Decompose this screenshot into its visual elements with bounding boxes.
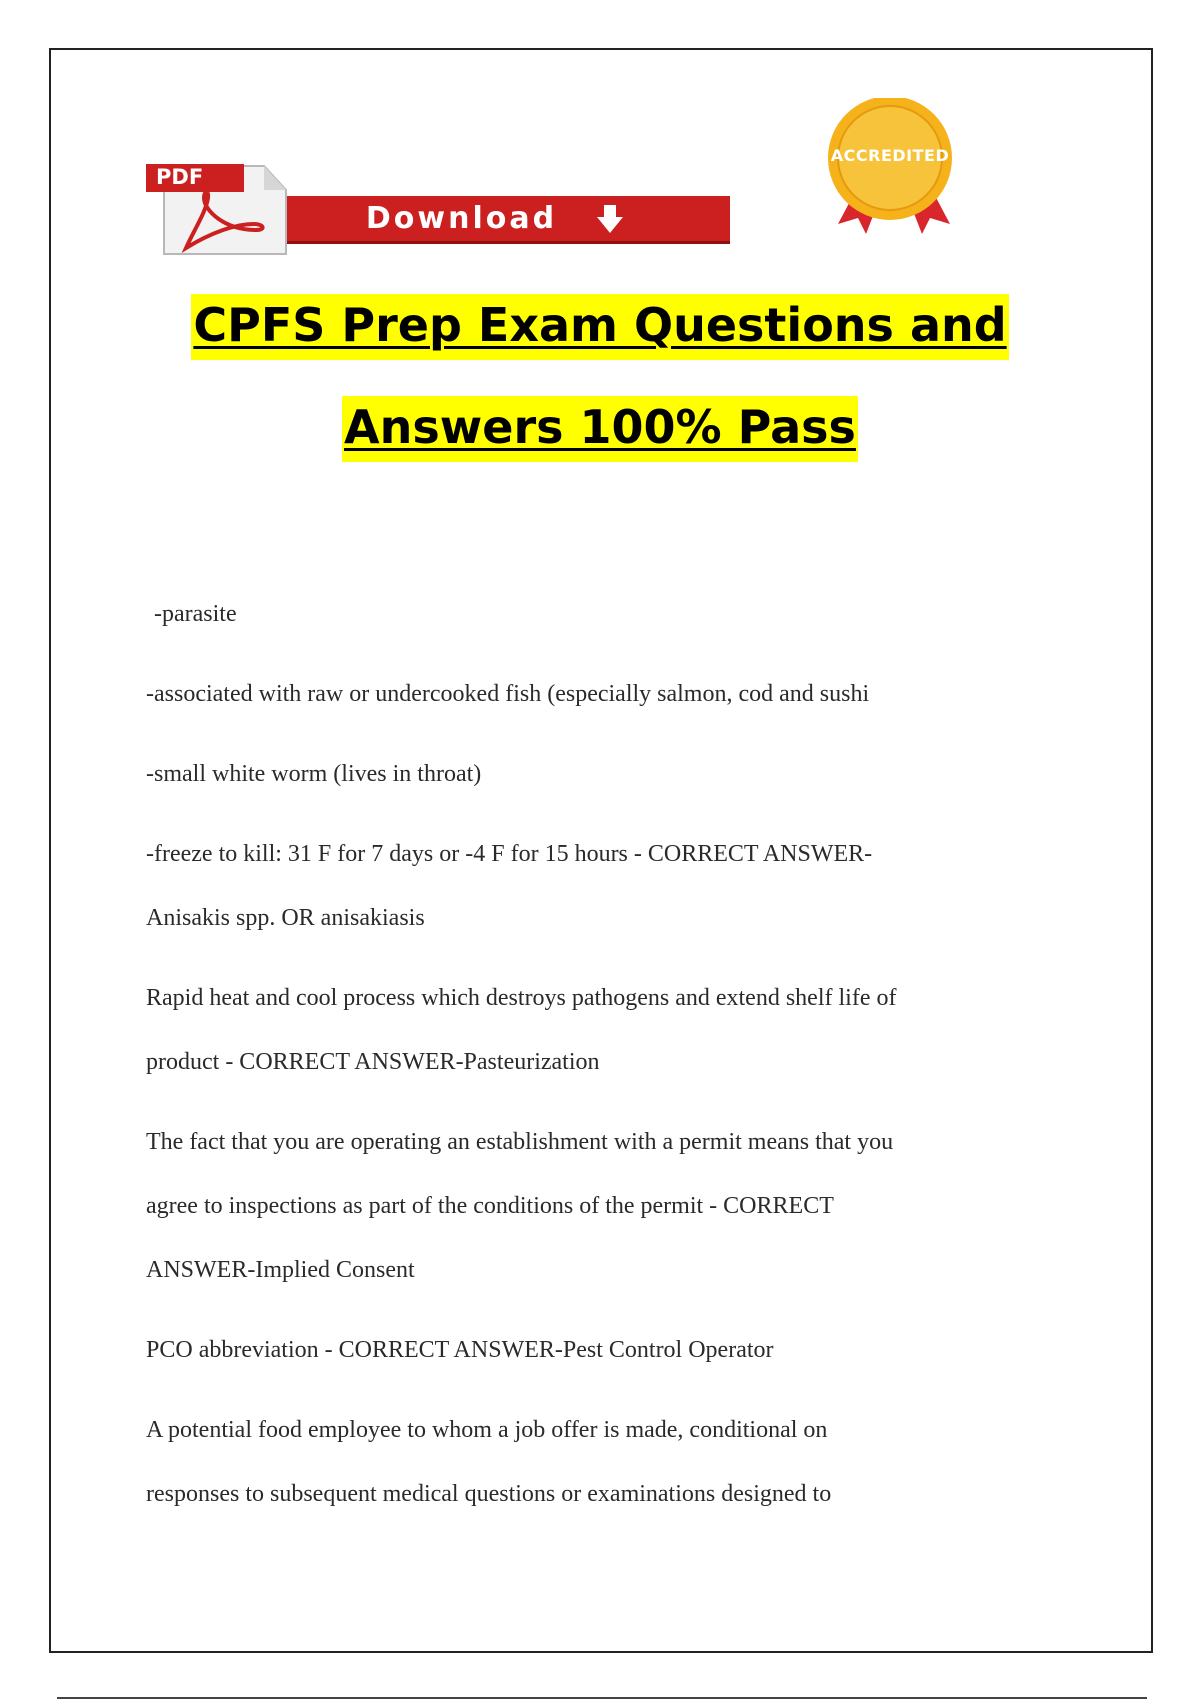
paragraph: PCO abbreviation - CORRECT ANSWER-Pest Control Operator [146, 1337, 774, 1363]
paragraph: -small white worm (lives in throat) [146, 761, 482, 787]
bottom-rule [57, 1697, 1147, 1699]
download-label: Download [365, 201, 558, 236]
accredited-seal [822, 98, 962, 238]
download-banner[interactable] [146, 160, 730, 256]
document-body [146, 582, 1046, 1542]
paragraph [146, 1110, 1046, 1302]
paragraph [146, 822, 1046, 950]
seal-icon [822, 98, 962, 238]
document-title [0, 294, 1200, 462]
paragraph: -parasite [154, 601, 237, 627]
paragraph-line: Anisakis spp. OR anisakiasis [146, 905, 425, 931]
paragraph [146, 1398, 1046, 1526]
paragraph-line: ANSWER-Implied Consent [146, 1257, 415, 1283]
download-button[interactable] [261, 196, 730, 244]
pdf-file-icon [146, 160, 292, 256]
paragraph [146, 966, 1046, 1094]
paragraph-line: -freeze to kill: 31 F for 7 days or -4 F for 15 hours - CORRECT ANSWER- [146, 841, 873, 867]
paragraph-line: product - CORRECT ANSWER-Pasteurization [146, 1049, 600, 1075]
paragraph-line: agree to inspections as part of the conditions of the permit - CORRECT [146, 1193, 834, 1219]
title-line-1: CPFS Prep Exam Questions and [191, 294, 1008, 360]
seal-label: ACCREDITED [830, 146, 950, 165]
arrow-down-icon [595, 203, 625, 235]
paragraph-line: A potential food employee to whom a job offer is made, conditional on [146, 1417, 828, 1443]
paragraph: -associated with raw or undercooked fish (especially salmon, cod and sushi [146, 681, 870, 707]
paragraph-line: responses to subsequent medical questions or examinations designed to [146, 1481, 832, 1507]
title-line-2: Answers 100% Pass [342, 396, 858, 462]
paragraph-line: Rapid heat and cool process which destroys pathogens and extend shelf life of [146, 985, 897, 1011]
paragraph-line: The fact that you are operating an establishment with a permit means that you [146, 1129, 894, 1155]
pdf-label: PDF [156, 165, 204, 189]
